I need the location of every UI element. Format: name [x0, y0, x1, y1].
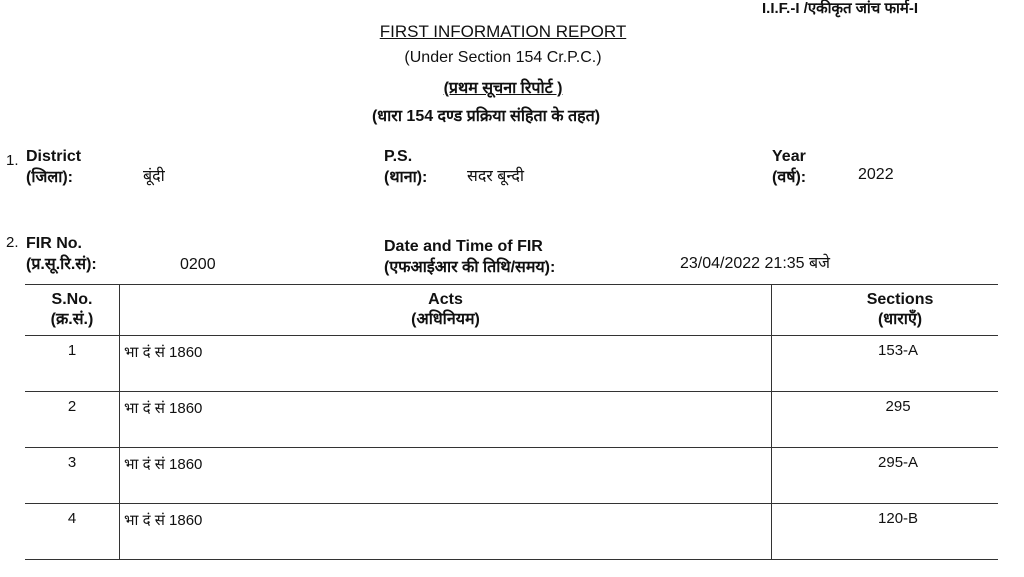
- sections-header: [772, 285, 998, 336]
- row-act: भा दं सं 1860: [119, 448, 771, 504]
- fir-no-label: [26, 233, 97, 275]
- table-row: [25, 504, 998, 560]
- district-label-hi: (जिला):: [26, 169, 73, 186]
- year-label-en: Year: [772, 148, 806, 165]
- row-section: 153-A: [772, 336, 998, 392]
- sno-header: [25, 285, 119, 336]
- table-row: [25, 448, 998, 504]
- fir-datetime-value: 23/04/2022 21:35 बजे: [680, 255, 831, 272]
- table-row: [25, 392, 998, 448]
- row-sno: 3: [25, 448, 119, 504]
- district-value: बूंदी: [143, 168, 165, 185]
- row-sno: 1: [25, 336, 119, 392]
- report-title-hindi-text: (प्रथम सूचना रिपोर्ट ): [443, 80, 563, 97]
- row-sno: 4: [25, 504, 119, 560]
- fir-no-label-hi: (प्र.सू.रि.सं):: [26, 256, 97, 273]
- item-number-1: 1.: [6, 152, 19, 169]
- report-title-text: FIRST INFORMATION REPORT: [379, 22, 627, 41]
- table-header-row: [25, 285, 998, 336]
- ps-label: [384, 146, 427, 188]
- row-section: 295: [772, 392, 998, 448]
- acts-header-hi: (अधिनियम): [411, 311, 480, 328]
- year-label-hi: (वर्ष):: [772, 169, 807, 186]
- form-code: I.I.F.-I /एकीकृत जांच फार्म-I: [762, 0, 919, 17]
- sno-header-en: S.No.: [51, 291, 93, 308]
- year-label: [772, 146, 806, 188]
- fir-datetime-label-en: Date and Time of FIR: [384, 238, 543, 255]
- row-act: भा दं सं 1860: [119, 336, 771, 392]
- fir-no-label-en: FIR No.: [26, 235, 82, 252]
- item-number-2: 2.: [6, 234, 19, 251]
- row-act: भा दं सं 1860: [119, 504, 771, 560]
- ps-label-en: P.S.: [384, 148, 413, 165]
- report-subtitle: (Under Section 154 Cr.P.C.): [404, 49, 602, 66]
- row-act: भा दं सं 1860: [119, 392, 771, 448]
- sections-header-hi: (धाराएँ): [877, 311, 923, 328]
- ps-value: सदर बून्दी: [467, 168, 525, 185]
- report-subtitle-hindi: (धारा 154 दण्ड प्रक्रिया संहिता के तहत): [371, 108, 601, 125]
- fir-no-value: 0200: [180, 256, 216, 273]
- table-row: [25, 336, 998, 392]
- report-title-hindi: [0, 76, 1006, 98]
- row-section: 120-B: [772, 504, 998, 560]
- acts-header: [119, 285, 771, 336]
- ps-label-hi: (थाना):: [384, 169, 428, 186]
- acts-header-en: Acts: [428, 291, 463, 308]
- sno-header-hi: (क्र.सं.): [50, 311, 94, 328]
- row-section: 295-A: [772, 448, 998, 504]
- fir-datetime-label: [384, 236, 555, 278]
- year-value: 2022: [858, 166, 894, 183]
- row-sno: 2: [25, 392, 119, 448]
- district-label-en: District: [26, 148, 82, 165]
- sections-header-en: Sections: [866, 291, 934, 308]
- fir-datetime-label-hi: (एफआईआर की तिथि/समय):: [384, 259, 556, 276]
- acts-sections-table: [25, 284, 998, 560]
- report-title: [0, 22, 1006, 42]
- district-label: [26, 146, 81, 188]
